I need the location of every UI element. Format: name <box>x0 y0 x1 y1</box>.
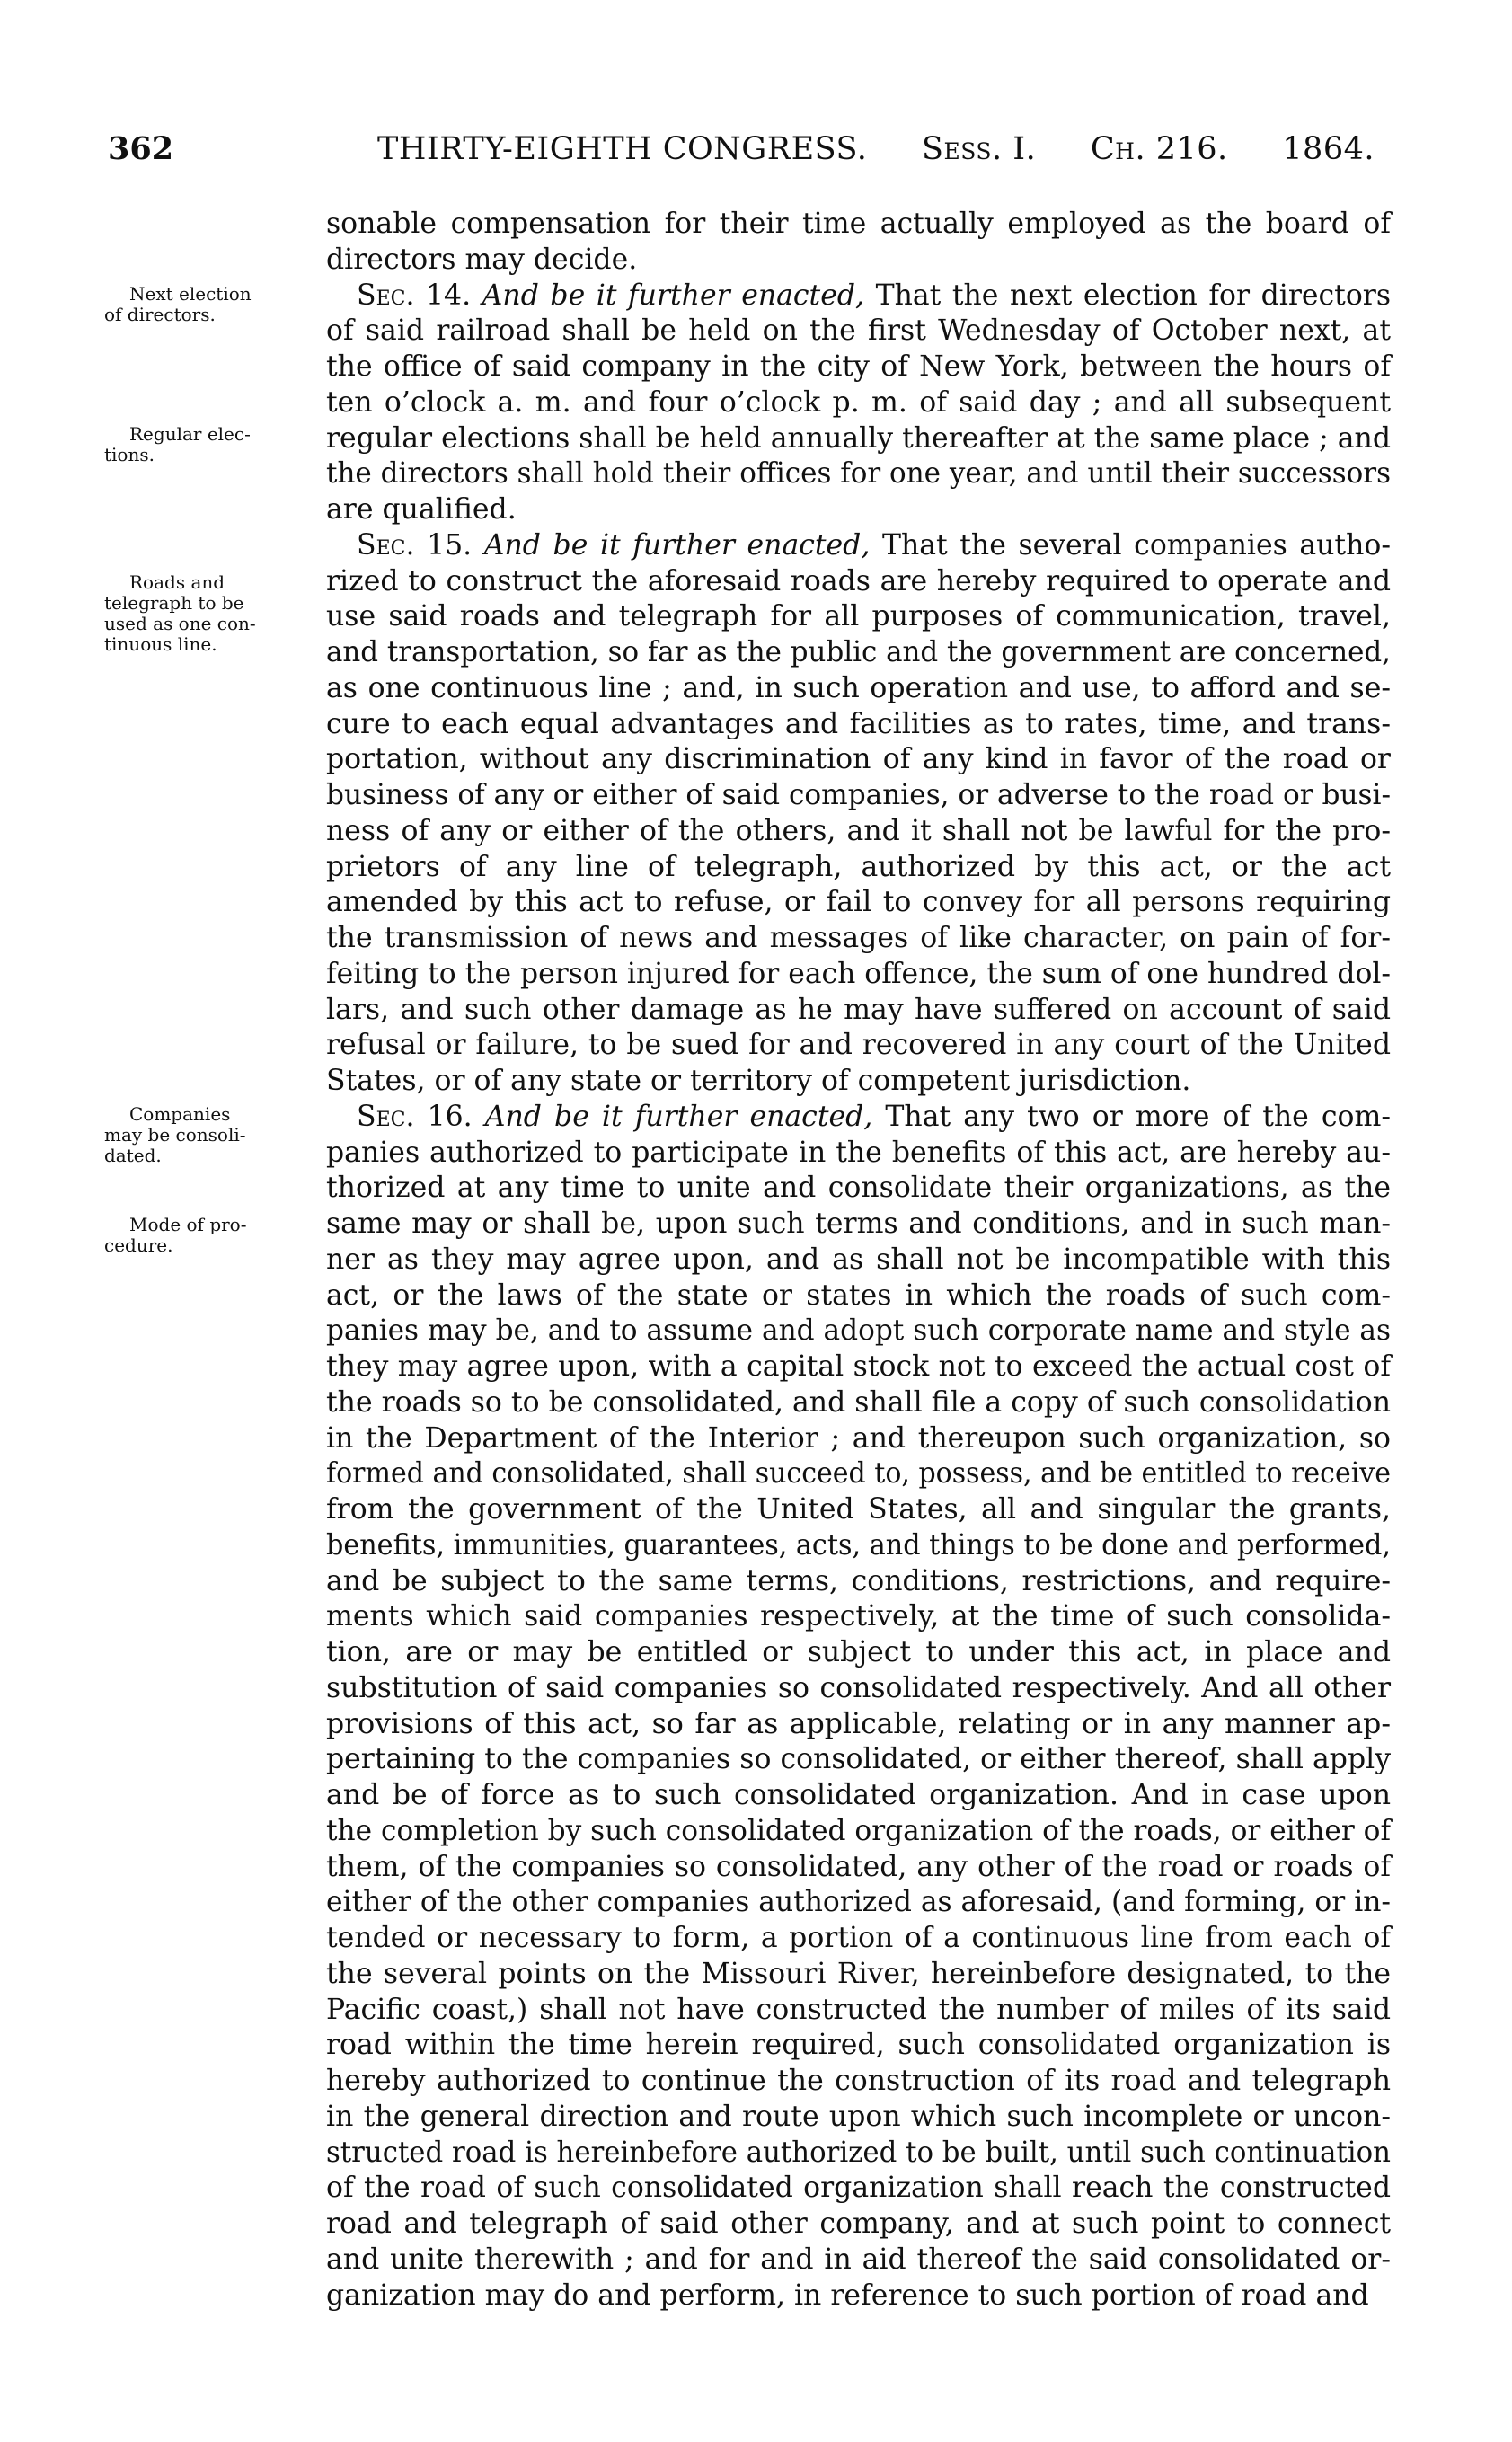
text-line: in the Department of the Interior ; and thereupon such organization, so <box>326 1421 1391 1455</box>
text-line: from the government of the United States, all and singular the grants, <box>326 1493 1391 1526</box>
text-line: the transmission of news and messages of like character, on pain of for- <box>326 922 1391 954</box>
chapter-label: Ch. 216. <box>1090 131 1228 167</box>
margin-note-regular-elections <box>104 424 284 465</box>
text-line: formed and consolidated, shall succeed to, possess, and be entitled to receive <box>326 1457 1391 1491</box>
text-line: amended by this act to refuse, or fail to convey for all persons requiring <box>326 886 1391 919</box>
text-line: thorized at any time to unite and consolidate their organizations, as the <box>326 1172 1391 1205</box>
margin-note-line: cedure. <box>104 1234 173 1256</box>
section-text: That the next election for directors <box>875 279 1392 312</box>
margin-note-line: tions. <box>104 444 155 465</box>
page-number: 362 <box>108 130 174 167</box>
text-line: prietors of any line of telegraph, authorized by this act, or the act <box>326 850 1391 883</box>
text-line: and be of force as to such consolidated organization. And in case upon <box>326 1779 1391 1811</box>
text-line: rized to construct the aforesaid roads are hereby required to operate and <box>326 564 1391 597</box>
text-line: road and telegraph of said other company, and at such point to connect <box>326 2208 1391 2240</box>
text-line: them, of the companies so consolidated, any other of the road or roads of <box>326 1850 1391 1883</box>
text-line: ganization may do and perform, in reference to such portion of road and <box>326 2278 1369 2312</box>
section-label: Sec. 14. <box>357 279 472 312</box>
text-line: and transportation, so far as the public and the government are concerned, <box>326 636 1391 668</box>
margin-note-roads-telegraph <box>104 572 284 655</box>
text-line: the several points on the Missouri River, hereinbefore designated, to the <box>326 1957 1391 1990</box>
margin-note-line: tinuous line. <box>104 633 217 655</box>
enacting-formula: And be it further enacted, <box>482 279 865 312</box>
session-label: Sess. I. <box>922 131 1037 167</box>
text-line: ments which said companies respectively, at the time of such consolida- <box>326 1600 1391 1633</box>
text-line: cure to each equal advantages and facilities as to rates, time, and trans- <box>326 707 1391 740</box>
margin-note-line: Regular elec- <box>129 423 251 445</box>
text-line: ten o’clock a. m. and four o’clock p. m. of said day ; and all subsequent <box>326 385 1391 419</box>
margin-note-line: Companies <box>129 1103 231 1125</box>
text-line: as one continuous line ; and, in such operation and use, to afford and se- <box>326 671 1391 704</box>
statute-text <box>326 207 1391 2314</box>
text-line: of the road of such consolidated organization shall reach the constructed <box>326 2172 1391 2205</box>
margin-note-line: Roads and <box>129 571 225 593</box>
text-line: regular elections shall be held annually thereafter at the same place ; and <box>326 421 1391 455</box>
margin-note-line: telegraph to be <box>104 592 244 614</box>
text-line: panies may be, and to assume and adopt such corporate name and style as <box>326 1314 1391 1348</box>
text-line: same may or shall be, upon such terms and conditions, and in such man- <box>326 1208 1391 1240</box>
text-line: hereby authorized to continue the construction of its road and telegraph <box>326 2065 1391 2097</box>
section-label: Sec. 16. <box>357 1100 473 1133</box>
text-line: substitution of said companies so consolidated respectively. And all other <box>326 1671 1391 1704</box>
section-start-line <box>326 528 1391 564</box>
text-line: the roads so to be consolidated, and shall file a copy of such consolidation <box>326 1385 1391 1419</box>
text-line: the office of said company in the city of New York, between the hours of <box>326 350 1391 383</box>
section-label: Sec. 15. <box>357 528 473 562</box>
text-line: and unite therewith ; and for and in aid thereof the said consolidated or- <box>326 2243 1391 2276</box>
margin-note-next-election <box>104 284 284 325</box>
text-line: States, or of any state or territory of competent jurisdiction. <box>326 1065 1191 1097</box>
margin-note-companies-consolidated <box>104 1104 284 1166</box>
margin-note-line: of directors. <box>104 304 216 325</box>
margin-note-line: Mode of pro- <box>129 1214 247 1235</box>
margin-note-line: Next election <box>129 283 252 305</box>
enacting-formula: And be it further enacted, <box>483 528 871 562</box>
text-line: use said roads and telegraph for all purposes of communication, travel, <box>326 600 1391 633</box>
section-start-line <box>326 279 1391 314</box>
text-line: benefits, immunities, guarantees, acts, and things to be done and performed, <box>326 1528 1391 1562</box>
text-line: either of the other companies authorized as aforesaid, (and forming, or in- <box>326 1886 1391 1919</box>
margin-note-mode-of-procedure <box>104 1215 284 1256</box>
text-line: act, or the laws of the state or states in which the roads of such com- <box>326 1279 1391 1312</box>
text-line: tion, are or may be entitled or subject to under this act, in place and <box>326 1636 1391 1668</box>
text-line: lars, and such other damage as he may have suffered on account of said <box>326 993 1391 1026</box>
margin-note-line: dated. <box>104 1145 162 1166</box>
section-start-line <box>326 1100 1391 1136</box>
margin-note-line: may be consoli- <box>104 1124 246 1146</box>
text-line: ner as they may agree upon, and as shall not be incompatible with this <box>326 1243 1391 1276</box>
text-line: they may agree upon, with a capital stock not to exceed the actual cost of <box>326 1350 1391 1383</box>
text-line: feiting to the person injured for each offence, the sum of one hundred dol- <box>326 957 1391 990</box>
text-line: pertaining to the companies so consolidated, or either thereof, shall apply <box>326 1743 1391 1776</box>
text-line: tended or necessary to form, a portion of a continuous line from each of <box>326 1922 1391 1954</box>
section-text: That any two or more of the com- <box>885 1100 1392 1133</box>
text-line: of said railroad shall be held on the first Wednesday of October next, at <box>326 314 1391 348</box>
text-line: the directors shall hold their offices for one year, and until their successors <box>326 457 1391 491</box>
text-line: in the general direction and route upon which such incomplete or uncon- <box>326 2100 1391 2133</box>
text-line: sonable compensation for their time actually employed as the board of <box>326 208 1391 240</box>
year-label: 1864. <box>1282 131 1375 167</box>
enacting-formula: And be it further enacted, <box>484 1100 873 1133</box>
running-header <box>377 131 1375 167</box>
text-line: refusal or failure, to be sued for and recovered in any court of the United <box>326 1029 1391 1062</box>
congress-title: THIRTY-EIGHTH CONGRESS. <box>377 131 868 167</box>
text-line: are qualified. <box>326 493 517 526</box>
text-line: ness of any or either of the others, and it shall not be lawful for the pro- <box>326 814 1391 847</box>
text-line: portation, without any discrimination of any kind in favor of the road or <box>326 743 1391 776</box>
text-line: the completion by such consolidated organization of the roads, or either of <box>326 1814 1391 1847</box>
text-line: directors may decide. <box>326 243 638 276</box>
margin-note-line: used as one con- <box>104 613 256 634</box>
text-line: business of any or either of said companies, or adverse to the road or busi- <box>326 779 1391 811</box>
text-line: structed road is hereinbefore authorized to be built, until such continuation <box>326 2136 1391 2169</box>
text-line: panies authorized to participate in the benefits of this act, are hereby au- <box>326 1136 1391 1169</box>
section-text: That the several companies autho- <box>881 528 1391 562</box>
text-line: Pacific coast,) shall not have constructed the number of miles of its said <box>326 1993 1391 2026</box>
text-line: and be subject to the same terms, conditions, restrictions, and require- <box>326 1564 1391 1597</box>
text-line: road within the time herein required, such consolidated organization is <box>326 2029 1391 2062</box>
text-line: provisions of this act, so far as applicable, relating or in any manner ap- <box>326 1707 1391 1740</box>
